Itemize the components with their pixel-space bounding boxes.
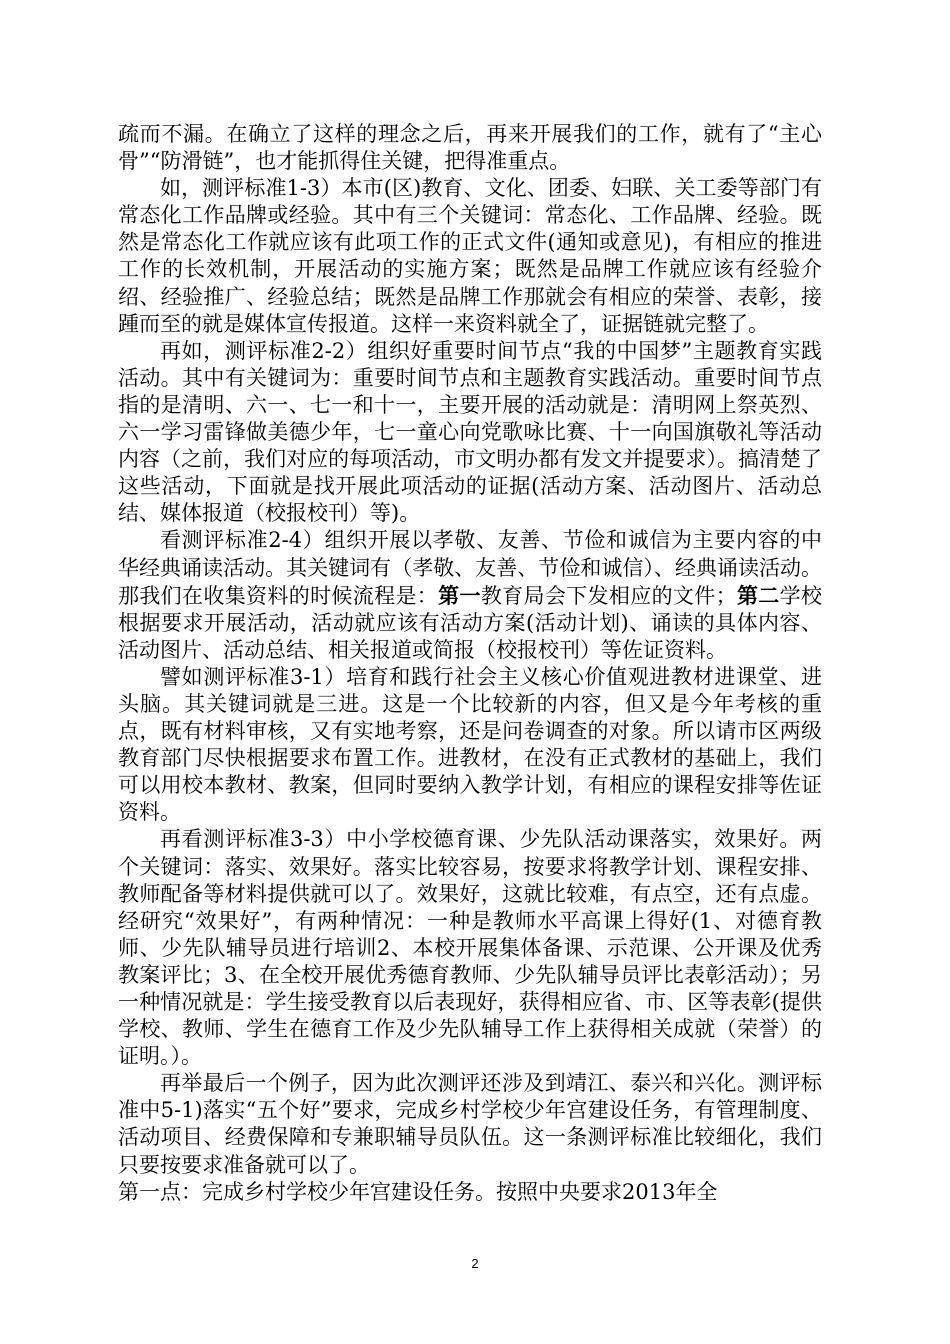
paragraph-1: 疏而不漏。在确立了这样的理念之后，再来开展我们的工作，就有了“主心骨”“防滑链”，也才能抓得住关键，把得准重点。 <box>118 122 822 174</box>
page-number: 2 <box>471 1256 479 1271</box>
paragraph-4 <box>118 527 822 663</box>
paragraph-4-bold-first: 第一 <box>438 582 481 608</box>
document-body <box>118 121 822 1206</box>
paragraph-5: 譬如测评标准3-1）培育和践行社会主义核心价值观进教材进课堂、进头脑。其关键词就是三进。这是一个比较新的内容，但又是今年考核的重点，既有材料审核，又有实地考察，还是问卷调查的对象。所以请市区两级教育部门尽快根据要求布置工作。进教材，在没有正式教材的基础上，我们可以用校本教材、教案，但同时要纳入教学计划，有相应的课程安排等佐证资料。 <box>118 664 822 825</box>
paragraph-6: 再看测评标准3-3）中小学校德育课、少先队活动课落实，效果好。两个关键词：落实、效果好。落实比较容易，按要求将教学计划、课程安排、教师配备等材料提供就可以了。效果好，这就比较难，有点空，还有点虚。经研究“效果好”，有两种情况：一种是教师水平高课上得好(1、对德育教师、少先队辅导员进行培训2、本校开展集体备课、示范课、公开课及优秀教案评比；3、在全校开展优秀德育教师、少先队辅导员评比表彰活动）；另一种情况就是：学生接受教育以后表现好，获得相应省、市、区等表彰(提供学校、教师、学生在德育工作及少先队辅导工作上获得相关成就（荣誉）的证明。）。 <box>118 827 822 1069</box>
paragraph-4-bold-second: 第二 <box>736 582 780 608</box>
paragraph-3: 再如，测评标准2-2）组织好重要时间节点“我的中国梦”主题教育实践活动。其中有关键词为：重要时间节点和主题教育实践活动。重要时间节点指的是清明、六一、七一和十一，主要开展的活动就是：清明网上祭英烈、六一学习雷锋做美德少年，七一童心向党歌咏比赛、十一向国旗敬礼等活动内容（之前，我们对应的每项活动，市文明办都有发文并提要求）。搞清楚了这些活动，下面就是找开展此项活动的证据(活动方案、活动图片、活动总结、媒体报道（校报校刊）等)。 <box>118 338 822 526</box>
paragraph-2: 如，测评标准1-3）本市(区)教育、文化、团委、妇联、关工委等部门有常态化工作品牌或经验。其中有三个关键词：常态化、工作品牌、经验。既然是常态化工作就应该有此项工作的正式文件(通知或意见)，有相应的推进工作的长效机制，开展活动的实施方案；既然是品牌工作就应该有经验介绍、经验推广、经验总结；既然是品牌工作那就会有相应的荣誉、表彰，接踵而至的就是媒体宣传报道。这样一来资料就全了，证据链就完整了。 <box>118 176 822 336</box>
paragraph-7: 再举最后一个例子，因为此次测评还涉及到靖江、泰兴和兴化。测评标准中5-1)落实“五个好”要求，完成乡村学校少年宫建设任务，有管理制度、活动项目、经费保障和专兼职辅导员队伍。这一条测评标准比较细化，我们只要按要求准备就可以了。 <box>118 1071 822 1177</box>
paragraph-4-text-middle: 教育局会下发相应的文件； <box>480 583 737 608</box>
paragraph-8: 第一点：完成乡村学校少年宫建设任务。按照中央要求2013年全 <box>118 1179 718 1204</box>
paragraph-4-text-before: 看测评标准2-4）组织开展以孝敬、友善、节俭和诚信为主要内容的中华经典诵读活动。其关键词有（孝敬、友善、节俭和诚信）、经典诵读活动。那我们在收集资料的时候流程是： <box>118 528 822 608</box>
paragraph-4-text-after: 学校根据要求开展活动，活动就应该有活动方案(活动计划)、诵读的具体内容、活动图片、活动总结、相关报道或简报（校报校刊）等佐证资料。 <box>118 583 822 662</box>
